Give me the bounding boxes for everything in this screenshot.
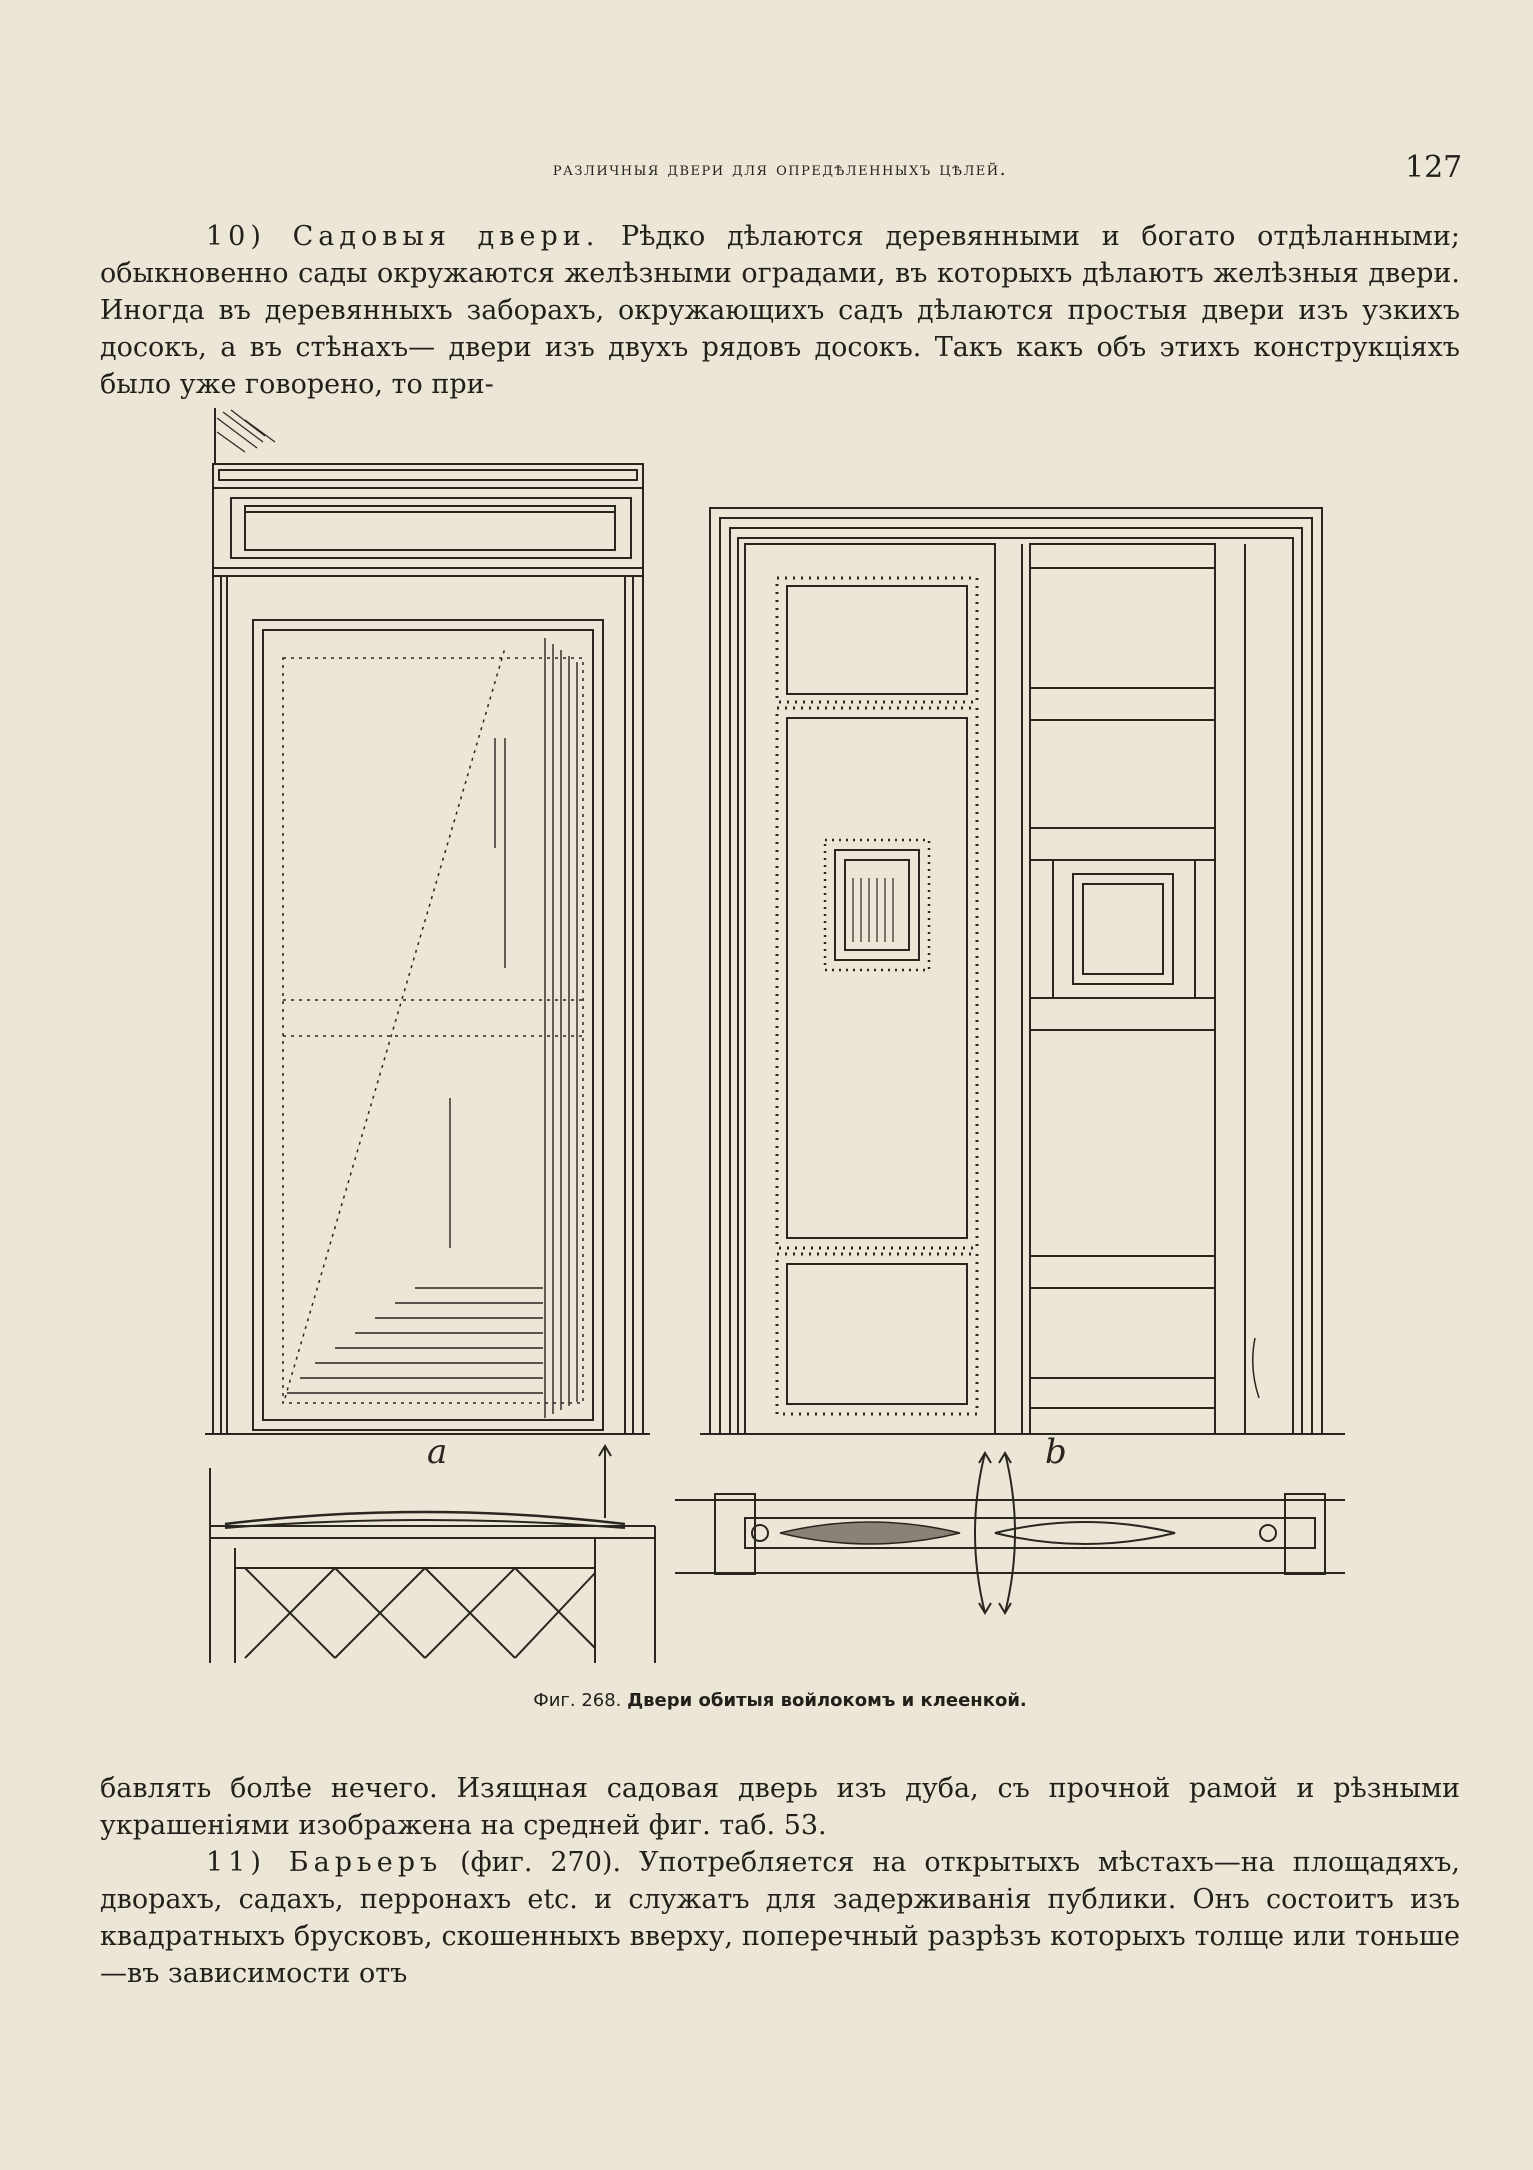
paragraph-text: Рѣдко дѣлаются деревянными и богато отдѣланными; обыкновенно сады окружаются желѣзными оградами, въ которыхъ дѣлаютъ желѣзныя двери. Иногда въ деревянныхъ заборахъ, окружающихъ садъ дѣлаются простыя двери изъ узкихъ досокъ, а въ стѣнахъ— двери изъ двухъ рядовъ досокъ. Такъ какъ объ этихъ конструкціяхъ было уже говорено, то при-: [100, 221, 1460, 400]
paragraph-barrier: [100, 1844, 1460, 1992]
label-door-a: a: [427, 1432, 448, 1472]
paragraph-continuation: бавлять болѣе нечего. Изящная садовая дверь изъ дуба, съ прочной рамой и рѣзными украшеніями изображена на средней фиг. таб. 53.: [100, 1773, 1460, 1841]
door-a-elevation: [205, 408, 650, 1434]
figure-door-drawings: [205, 408, 1355, 1670]
door-a-plan: [210, 1446, 655, 1663]
page-number: 127: [1405, 150, 1463, 185]
caption-number: Фиг. 268.: [533, 1690, 622, 1711]
door-illustration: [205, 408, 1355, 1670]
paragraph-text: (фиг. 270). Употребляется на открытыхъ мѣстахъ—на площадяхъ, дворахъ, садахъ, перронахъ etc. и служатъ для задерживанія публики. Онъ состоитъ изъ квадратныхъ брусковъ, скошенныхъ вверху, поперечный разрѣзъ которыхъ толще или тоньше—въ зависимости отъ: [100, 1847, 1460, 1989]
label-door-b: b: [1045, 1432, 1067, 1472]
section-lead-barrier: 11) Барьеръ: [206, 1847, 443, 1878]
door-b-elevation: [700, 508, 1345, 1434]
figure-caption: [100, 1690, 1460, 1711]
door-b-plan: [675, 1453, 1345, 1613]
section-lead-garden-doors: 10) Садовыя двери.: [206, 221, 600, 252]
caption-title: Двери обитыя войлокомъ и клеенкой.: [627, 1690, 1027, 1711]
paragraph-garden-doors: [100, 218, 1460, 403]
running-title: различныя двери для опредѣленныхъ цѣлей.: [552, 158, 1008, 180]
